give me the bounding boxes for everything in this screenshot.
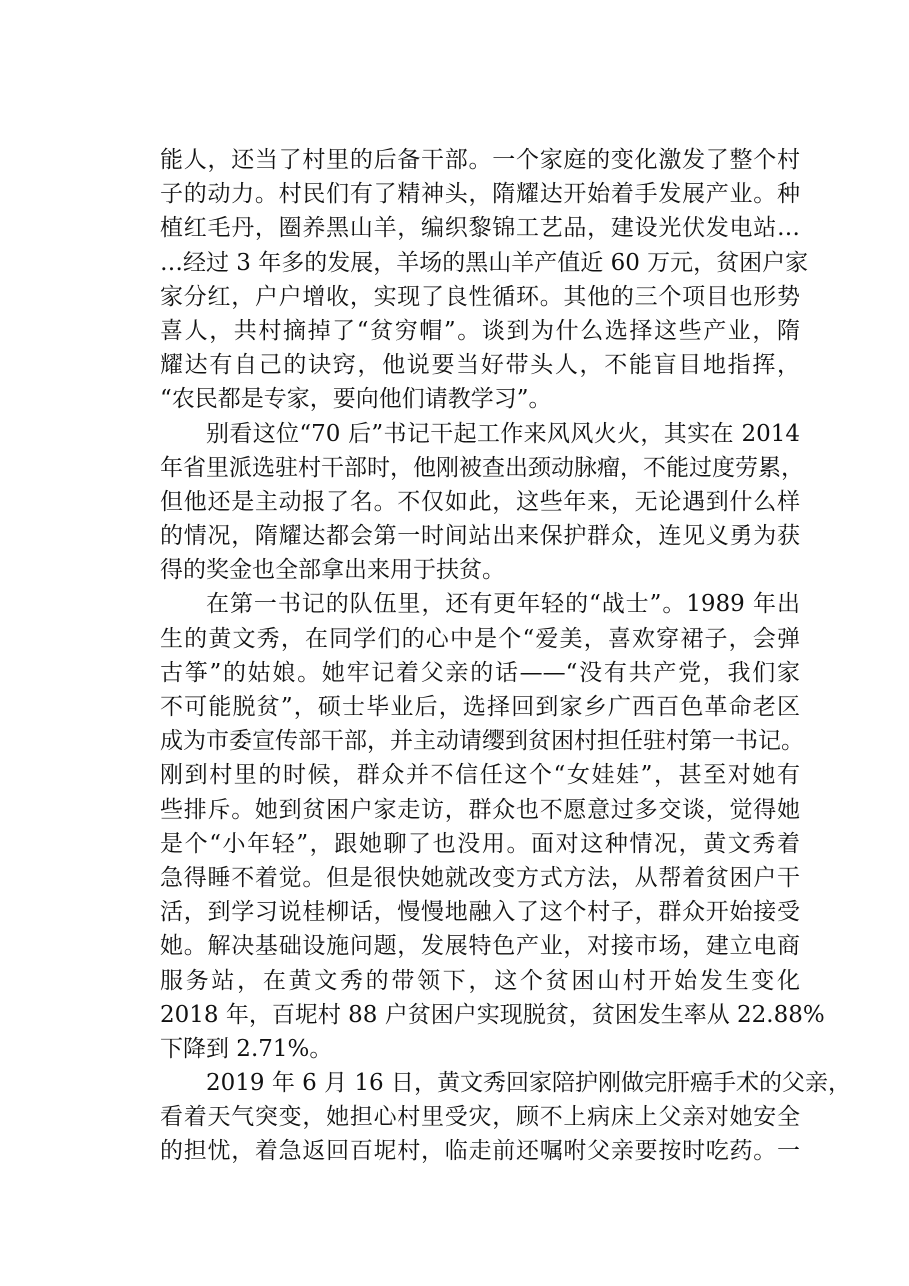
text-line: 不可能脱贫”，硕士毕业后，选择回到家乡广西百色革命老区 bbox=[160, 694, 800, 720]
text-line: 植红毛丹，圈养黑山羊，编织黎锦工艺品，建设光伏发电站… bbox=[160, 215, 800, 242]
text-line: 她。解决基础设施问题，发展特色产业，对接市场，建立电商 bbox=[160, 933, 800, 960]
text-line: 活，到学习说桂柳话，慢慢地融入了这个村子，群众开始接受 bbox=[160, 899, 800, 926]
paragraph-2 bbox=[160, 417, 804, 588]
text-line: 2019 年 6 月 16 日，黄文秀回家陪护刚做完肝癌手术的父亲， bbox=[206, 1070, 851, 1097]
text-line: 得的奖金也全部拿出来用于扶贫。 bbox=[160, 557, 505, 584]
text-line: 家分红，户户增收，实现了良性循环。其他的三个项目也形势 bbox=[160, 283, 800, 310]
text-line: 看着天气突变，她担心村里受灾，顾不上病床上父亲对她安全 bbox=[160, 1104, 800, 1131]
text-line: 下降到 2.71%。 bbox=[160, 1035, 333, 1062]
text-line: 能人，还当了村里的后备干部。一个家庭的变化激发了整个村 bbox=[160, 147, 800, 173]
text-line: 年省里派选驻村干部时，他刚被查出颈动脉瘤，不能过度劳累， bbox=[160, 454, 804, 481]
text-line: 别看这位“70 后”书记干起工作来风风火火，其实在 2014 bbox=[206, 420, 800, 447]
paragraph-4 bbox=[160, 1066, 851, 1169]
text-line: …经过 3 年多的发展，羊场的黑山羊产值近 60 万元，贫困户家 bbox=[160, 249, 809, 276]
text-line: 是个“小年轻”，跟她聊了也没用。面对这种情况，黄文秀着 bbox=[160, 830, 800, 857]
paragraph-1 bbox=[160, 143, 809, 417]
text-line: 古筝”的姑娘。她牢记着父亲的话——“没有共产党，我们家 bbox=[160, 659, 800, 686]
text-line: 在第一书记的队伍里，还有更年轻的“战士”。1989 年出 bbox=[206, 591, 800, 618]
text-line: 刚到村里的时候，群众并不信任这个“女娃娃”，甚至对她有 bbox=[160, 762, 800, 789]
text-line: 生的黄文秀，在同学们的心中是个“爱美，喜欢穿裙子，会弹 bbox=[160, 625, 800, 652]
text-line: 急得睡不着觉。但是很快她就改变方式方法，从帮着贫困户干 bbox=[160, 864, 800, 891]
body-text bbox=[160, 143, 851, 1169]
text-line: 子的动力。村民们有了精神头，隋耀达开始着手发展产业。种 bbox=[160, 181, 800, 208]
paragraph-3 bbox=[160, 587, 825, 1066]
text-line: 2018 年，百坭村 88 户贫困户实现脱贫，贫困发生率从 22.88% bbox=[160, 1001, 825, 1028]
text-line: 耀达有自己的诀窍，他说要当好带头人，不能盲目地指挥， bbox=[160, 352, 800, 379]
text-line: 但他还是主动报了名。不仅如此，这些年来，无论遇到什么样 bbox=[160, 488, 800, 515]
text-line: “农民都是专家，要向他们请教学习”。 bbox=[160, 386, 552, 413]
text-line: 的担忧，着急返回百坭村，临走前还嘱咐父亲要按时吃药。一 bbox=[160, 1138, 800, 1165]
text-line: 些排斥。她到贫困户家走访，群众也不愿意过多交谈，觉得她 bbox=[160, 796, 800, 823]
text-line: 成为市委宣传部干部，并主动请缨到贫困村担任驻村第一书记。 bbox=[160, 728, 804, 755]
text-line: 的情况，隋耀达都会第一时间站出来保护群众，连见义勇为获 bbox=[160, 523, 800, 550]
text-line: 服务站，在黄文秀的带领下，这个贫困山村开始发生变化 bbox=[160, 967, 800, 994]
text-line: 喜人，共村摘掉了“贫穷帽”。谈到为什么选择这些产业，隋 bbox=[160, 317, 800, 344]
